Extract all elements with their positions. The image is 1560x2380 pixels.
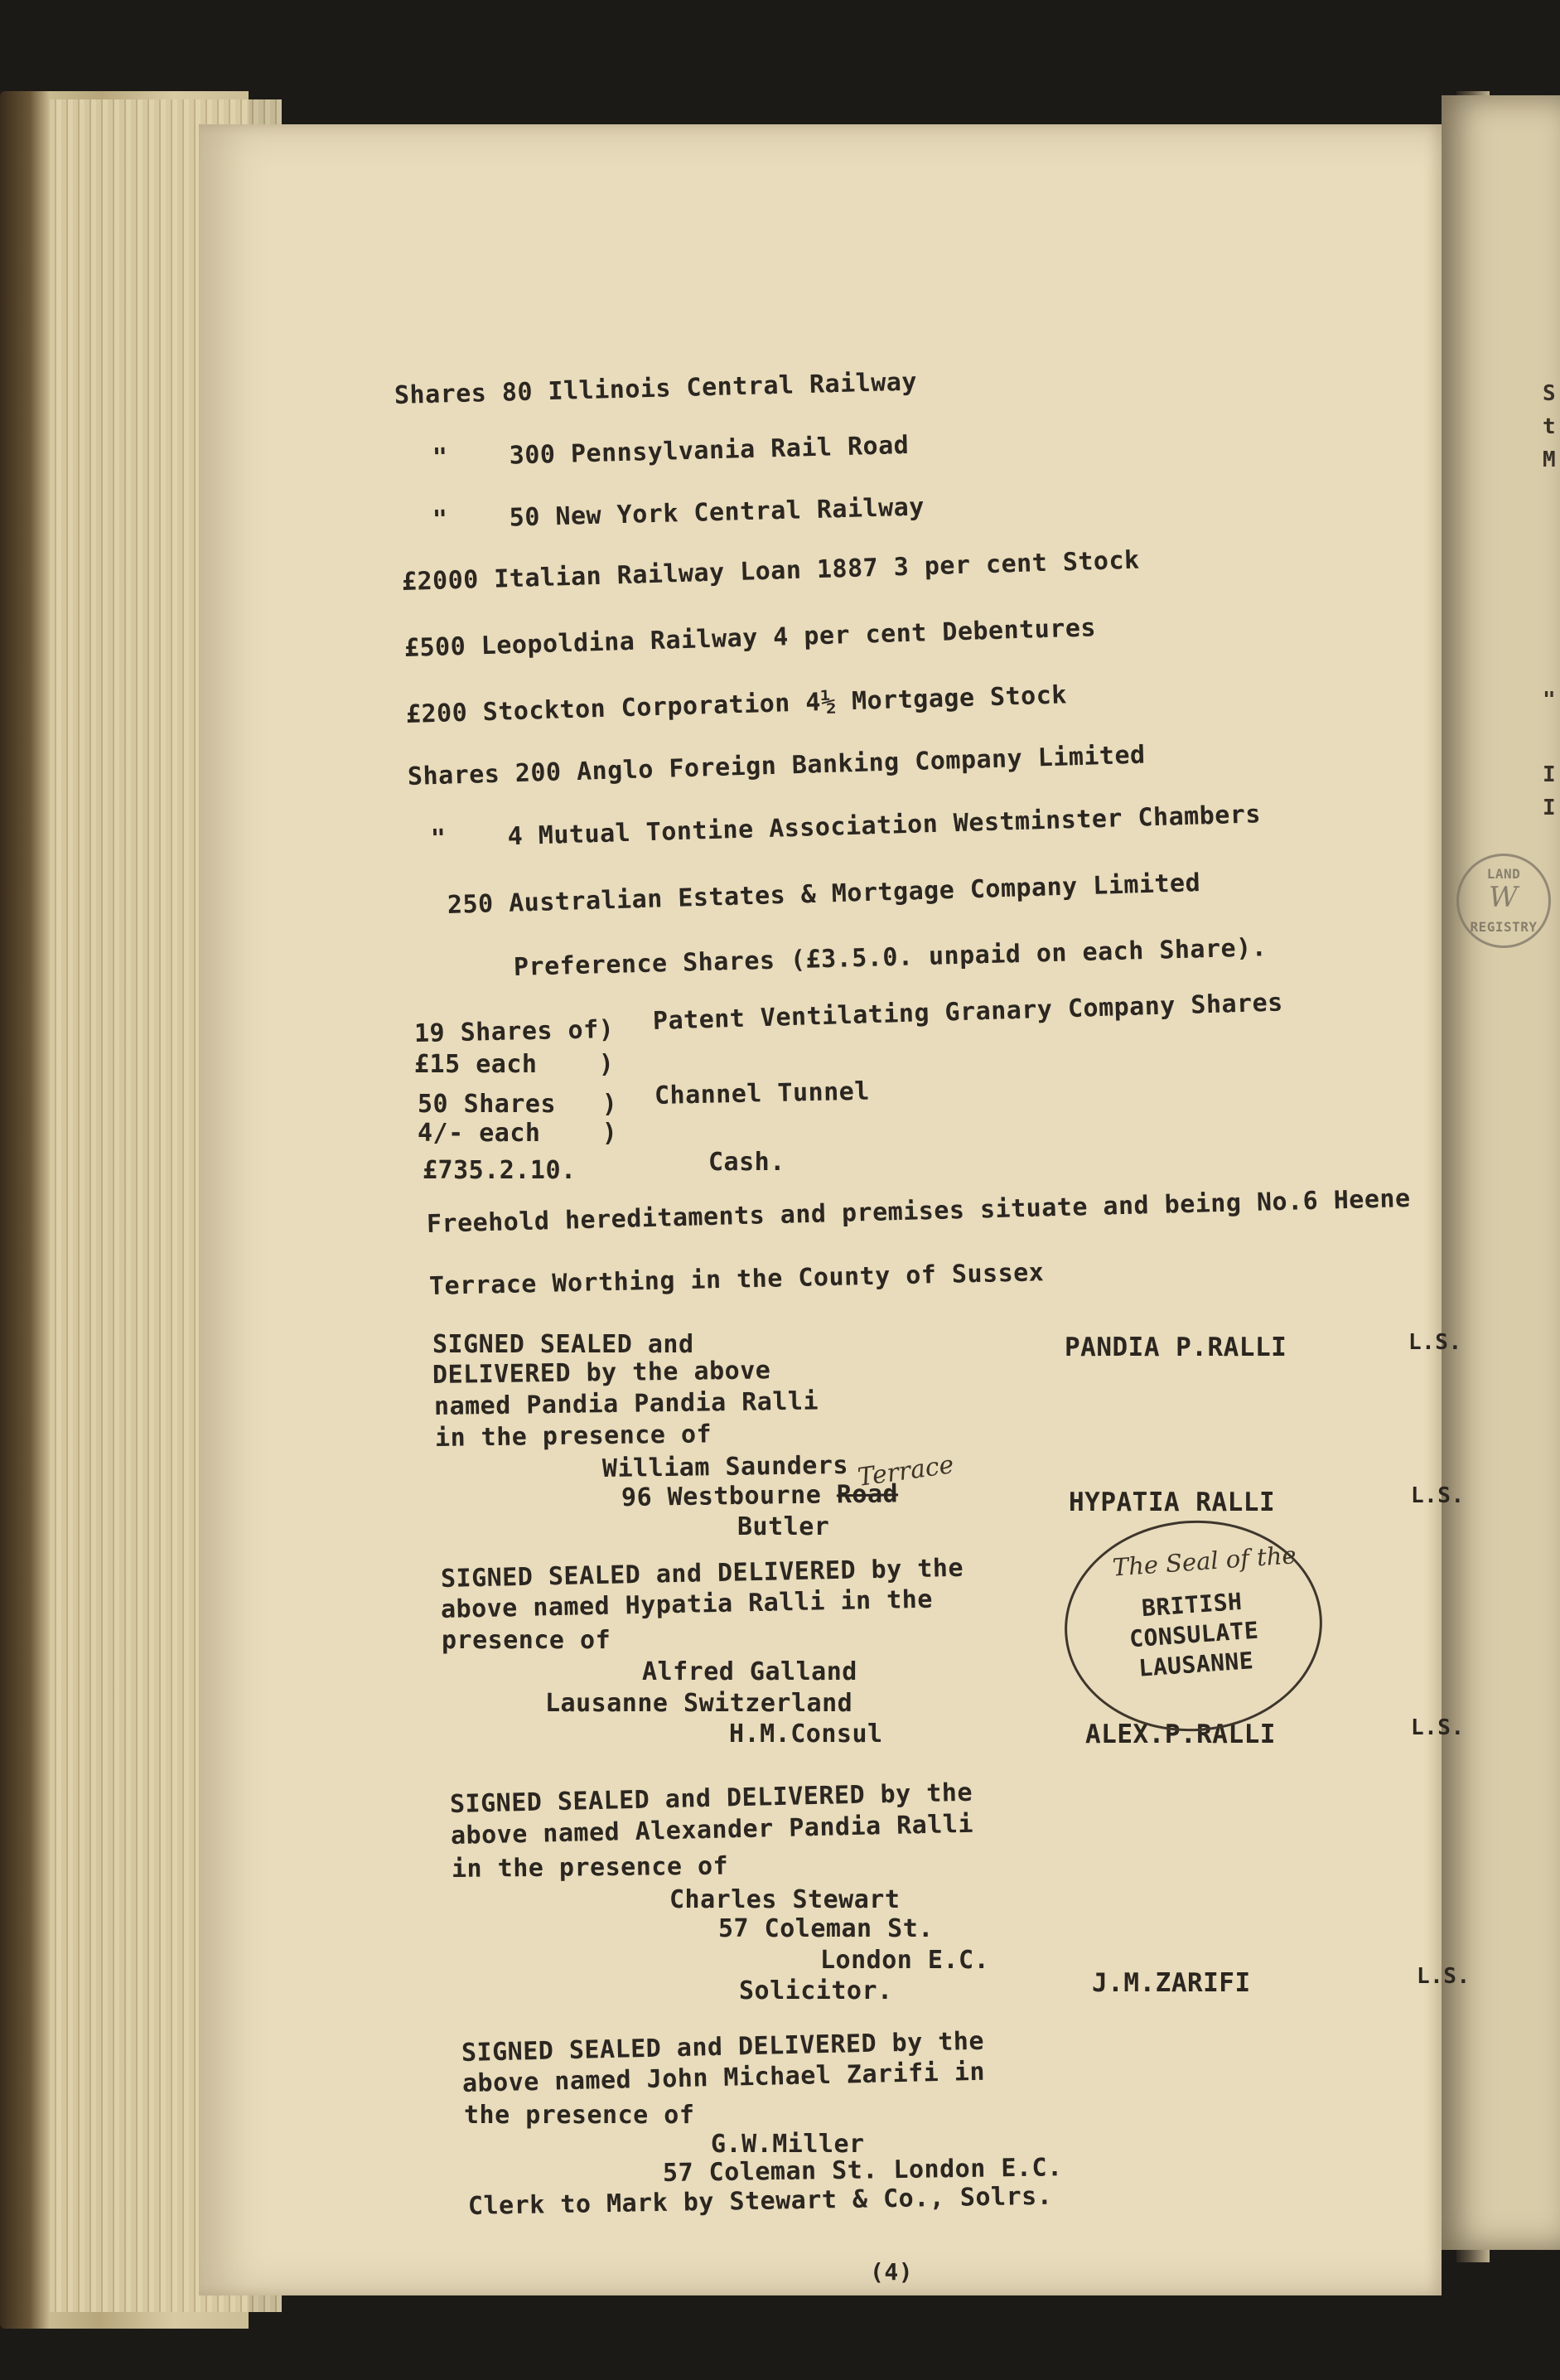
facing-page-fragment: ": [1543, 688, 1557, 713]
asset-line: " 4 Mutual Tontine Association Westminster Chambers: [430, 800, 1262, 854]
asset-line: £2000 Italian Railway Loan 1887 3 per cent Stock: [401, 545, 1141, 597]
document-page: [199, 124, 1471, 2295]
attestation-line: above named John Michael Zarifi in: [461, 2057, 986, 2098]
signatory-name: HYPATIA RALLI: [1069, 1488, 1276, 1517]
witness-address: Lausanne Switzerland: [545, 1689, 853, 1718]
facing-page-fragment: t: [1543, 414, 1557, 439]
granary-left-line: 19 Shares of): [413, 1014, 615, 1048]
asset-line: " 300 Pennsylvania Rail Road: [432, 430, 910, 472]
page-number: (4): [870, 2258, 914, 2286]
attestation-line: SIGNED SEALED and DELIVERED by the: [461, 2026, 985, 2068]
asset-line: Shares 80 Illinois Central Railway: [394, 367, 918, 410]
witness-name: Charles Stewart: [669, 1885, 901, 1914]
granary-left-line: £15 each ): [414, 1050, 615, 1079]
attestation-line: above named Hypatia Ralli in the: [440, 1584, 934, 1624]
locus-sigilli: L.S.: [1411, 1715, 1465, 1740]
facing-page: [1442, 95, 1560, 2250]
facing-page-fragment: I: [1543, 796, 1557, 820]
tunnel-left-line: 50 Shares ): [418, 1090, 618, 1119]
tunnel-left-line: 4/- each ): [418, 1119, 618, 1148]
asset-line: £500 Leopoldina Railway 4 per cent Debentures: [403, 613, 1097, 663]
attestation-line: presence of: [442, 1626, 611, 1655]
attestation-line: SIGNED SEALED and: [432, 1330, 694, 1359]
asset-line: £200 Stockton Corporation 4½ Mortgage Stock: [405, 680, 1068, 729]
witness-occupation: Butler: [737, 1512, 830, 1541]
signatory-name: J.M.ZARIFI: [1092, 1968, 1251, 1998]
facing-page-fragment: M: [1543, 447, 1557, 472]
witness-name: Alfred Galland: [642, 1657, 857, 1686]
handwritten-correction: Terrace: [856, 1450, 956, 1492]
witness-occupation: H.M.Consul: [729, 1720, 883, 1749]
seal-line: CONSULATE: [1128, 1616, 1260, 1653]
freehold-line: Freehold hereditaments and premises situate and being No.6 Heene: [426, 1183, 1411, 1239]
locus-sigilli: L.S.: [1411, 1483, 1465, 1508]
witness-address: 57 Coleman St. London E.C.: [662, 2153, 1063, 2188]
stamp-initials: W: [1489, 881, 1518, 914]
seal-handwriting: The Seal of the: [1111, 1541, 1297, 1582]
locus-sigilli: L.S.: [1408, 1330, 1462, 1355]
locus-sigilli: L.S.: [1417, 1964, 1471, 1989]
struck-word: Road: [836, 1479, 899, 1510]
seal-line: LAUSANNE: [1137, 1647, 1255, 1682]
facing-page-fragment: I: [1543, 762, 1557, 787]
attestation-line: in the presence of: [434, 1420, 712, 1453]
witness-occupation: Clerk to Mark by Stewart & Co., Solrs.: [467, 2181, 1053, 2221]
attestation-line: SIGNED SEALED and DELIVERED by the: [440, 1553, 964, 1594]
facing-page-fragment: S: [1543, 381, 1557, 406]
seal-line: BRITISH: [1140, 1587, 1244, 1623]
cash-label: Cash.: [708, 1148, 785, 1177]
freehold-line: Terrace Worthing in the County of Sussex: [428, 1258, 1045, 1301]
signatory-name: ALEX.P.RALLI: [1085, 1720, 1276, 1749]
witness-address: London E.C.: [820, 1946, 990, 1975]
witness-occupation: Solicitor.: [739, 1976, 893, 2005]
stamp-top-text: LAND: [1486, 866, 1521, 882]
attestation-line: above named Alexander Pandia Ralli: [450, 1809, 974, 1850]
stamp-bottom-text: REGISTRY: [1470, 919, 1538, 935]
signatory-name: PANDIA P.RALLI: [1065, 1333, 1287, 1362]
witness-address: [621, 1479, 899, 1512]
attestation-line: named Pandia Pandia Ralli: [433, 1386, 819, 1421]
cash-amount: £735.2.10.: [423, 1156, 577, 1185]
attestation-line: DELIVERED by the above: [432, 1356, 771, 1390]
witness-address: 57 Coleman St.: [718, 1914, 934, 1943]
land-registry-stamp: [1456, 854, 1551, 948]
witness-name: William Saunders: [601, 1450, 849, 1483]
attestation-line: in the presence of: [451, 1851, 729, 1884]
attestation-line: SIGNED SEALED and DELIVERED by the: [449, 1778, 973, 1819]
granary-description: Patent Ventilating Granary Company Shares: [652, 988, 1284, 1036]
asset-line: Preference Shares (£3.5.0. unpaid on each Share).: [513, 933, 1268, 982]
witness-name: G.W.Miller: [711, 2130, 865, 2159]
tunnel-description: Channel Tunnel: [654, 1076, 871, 1110]
asset-line: " 50 New York Central Railway: [432, 492, 925, 535]
attestation-line: the presence of: [464, 2101, 695, 2130]
witness-address-text: 96 Westbourne: [621, 1480, 822, 1512]
asset-line: 250 Australian Estates & Mortgage Company Limited: [447, 868, 1201, 920]
asset-line: Shares 200 Anglo Foreign Banking Company Limited: [407, 740, 1147, 791]
